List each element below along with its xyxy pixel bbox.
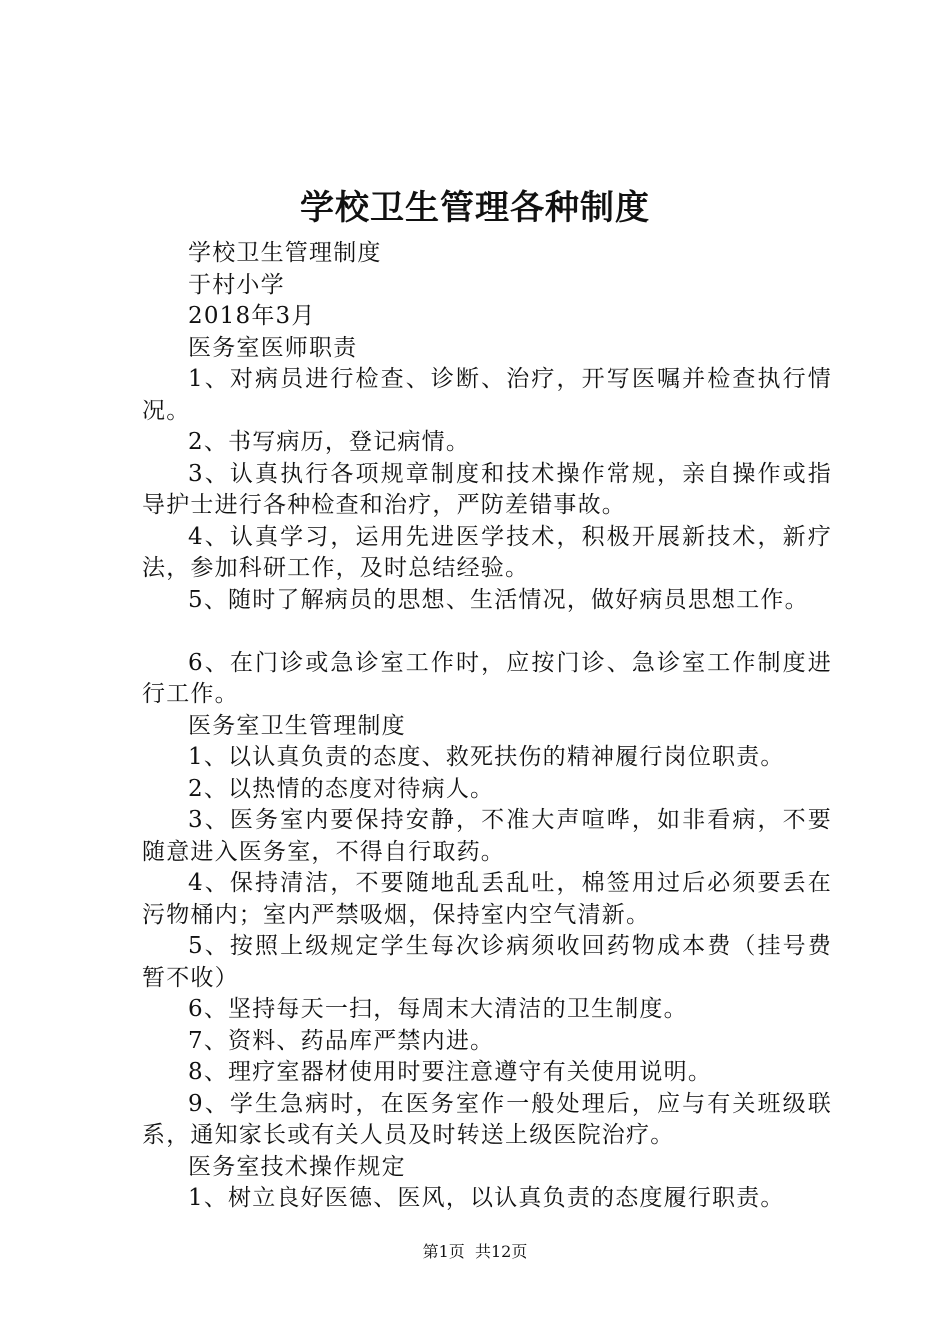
paragraph: 7、资料、药品库严禁内进。 xyxy=(188,1027,495,1054)
paragraph: 6、坚持每天一扫，每周末大清洁的卫生制度。 xyxy=(188,996,688,1022)
page-footer xyxy=(0,1240,950,1264)
paragraph: 4、保持清洁，不要随地乱丢乱吐，棉签用过后必须要丢在污物桶内；室内严禁吸烟，保持室内空气清新。 xyxy=(142,870,832,928)
blank-line xyxy=(142,616,832,648)
paragraph: 2、以热情的态度对待病人。 xyxy=(188,775,495,802)
paragraph: 于村小学 xyxy=(188,271,285,298)
paragraph: 1、树立良好医德、医风，以认真负责的态度履行职责。 xyxy=(188,1185,785,1211)
paragraph: 5、按照上级规定学生每次诊病须收回药物成本费（挂号费暂不收） xyxy=(142,933,832,991)
footer-spacer xyxy=(465,1242,475,1261)
page-total: 共12页 xyxy=(474,1242,528,1261)
paragraph: 学校卫生管理制度 xyxy=(188,240,382,266)
paragraph: 医务室卫生管理制度 xyxy=(188,712,406,739)
paragraph: 1、以认真负责的态度、救死扶伤的精神履行岗位职责。 xyxy=(188,744,785,770)
paragraph: 2018年3月 xyxy=(188,303,316,329)
page-number: 第1页 xyxy=(422,1242,465,1261)
paragraph: 9、学生急病时，在医务室作一般处理后，应与有关班级联系，通知家长或有关人员及时转送上级医院治疗。 xyxy=(142,1090,832,1148)
paragraph: 8、理疗室器材使用时要注意遵守有关使用说明。 xyxy=(188,1059,713,1085)
paragraph: 5、随时了解病员的思想、生活情况，做好病员思想工作。 xyxy=(188,586,809,613)
paragraph: 4、认真学习，运用先进医学技术，积极开展新技术，新疗法，参加科研工作，及时总结经验。 xyxy=(142,523,832,581)
paragraph: 3、医务室内要保持安静，不准大声喧哗，如非看病，不要随意进入医务室，不得自行取药。 xyxy=(142,807,832,865)
paragraph: 2、书写病历，登记病情。 xyxy=(188,429,471,455)
document-body xyxy=(142,238,832,1215)
document-title: 学校卫生管理各种制度 xyxy=(300,188,650,228)
paragraph: 1、对病员进行检查、诊断、治疗，开写医嘱并检查执行情况。 xyxy=(142,366,832,424)
paragraph: 医务室医师职责 xyxy=(188,334,358,361)
paragraph: 3、认真执行各项规章制度和技术操作常规，亲自操作或指导护士进行各种检查和治疗，严防差错事故。 xyxy=(142,460,832,518)
paragraph: 医务室技术操作规定 xyxy=(188,1153,406,1180)
paragraph: 6、在门诊或急诊室工作时，应按门诊、急诊室工作制度进行工作。 xyxy=(142,649,832,707)
